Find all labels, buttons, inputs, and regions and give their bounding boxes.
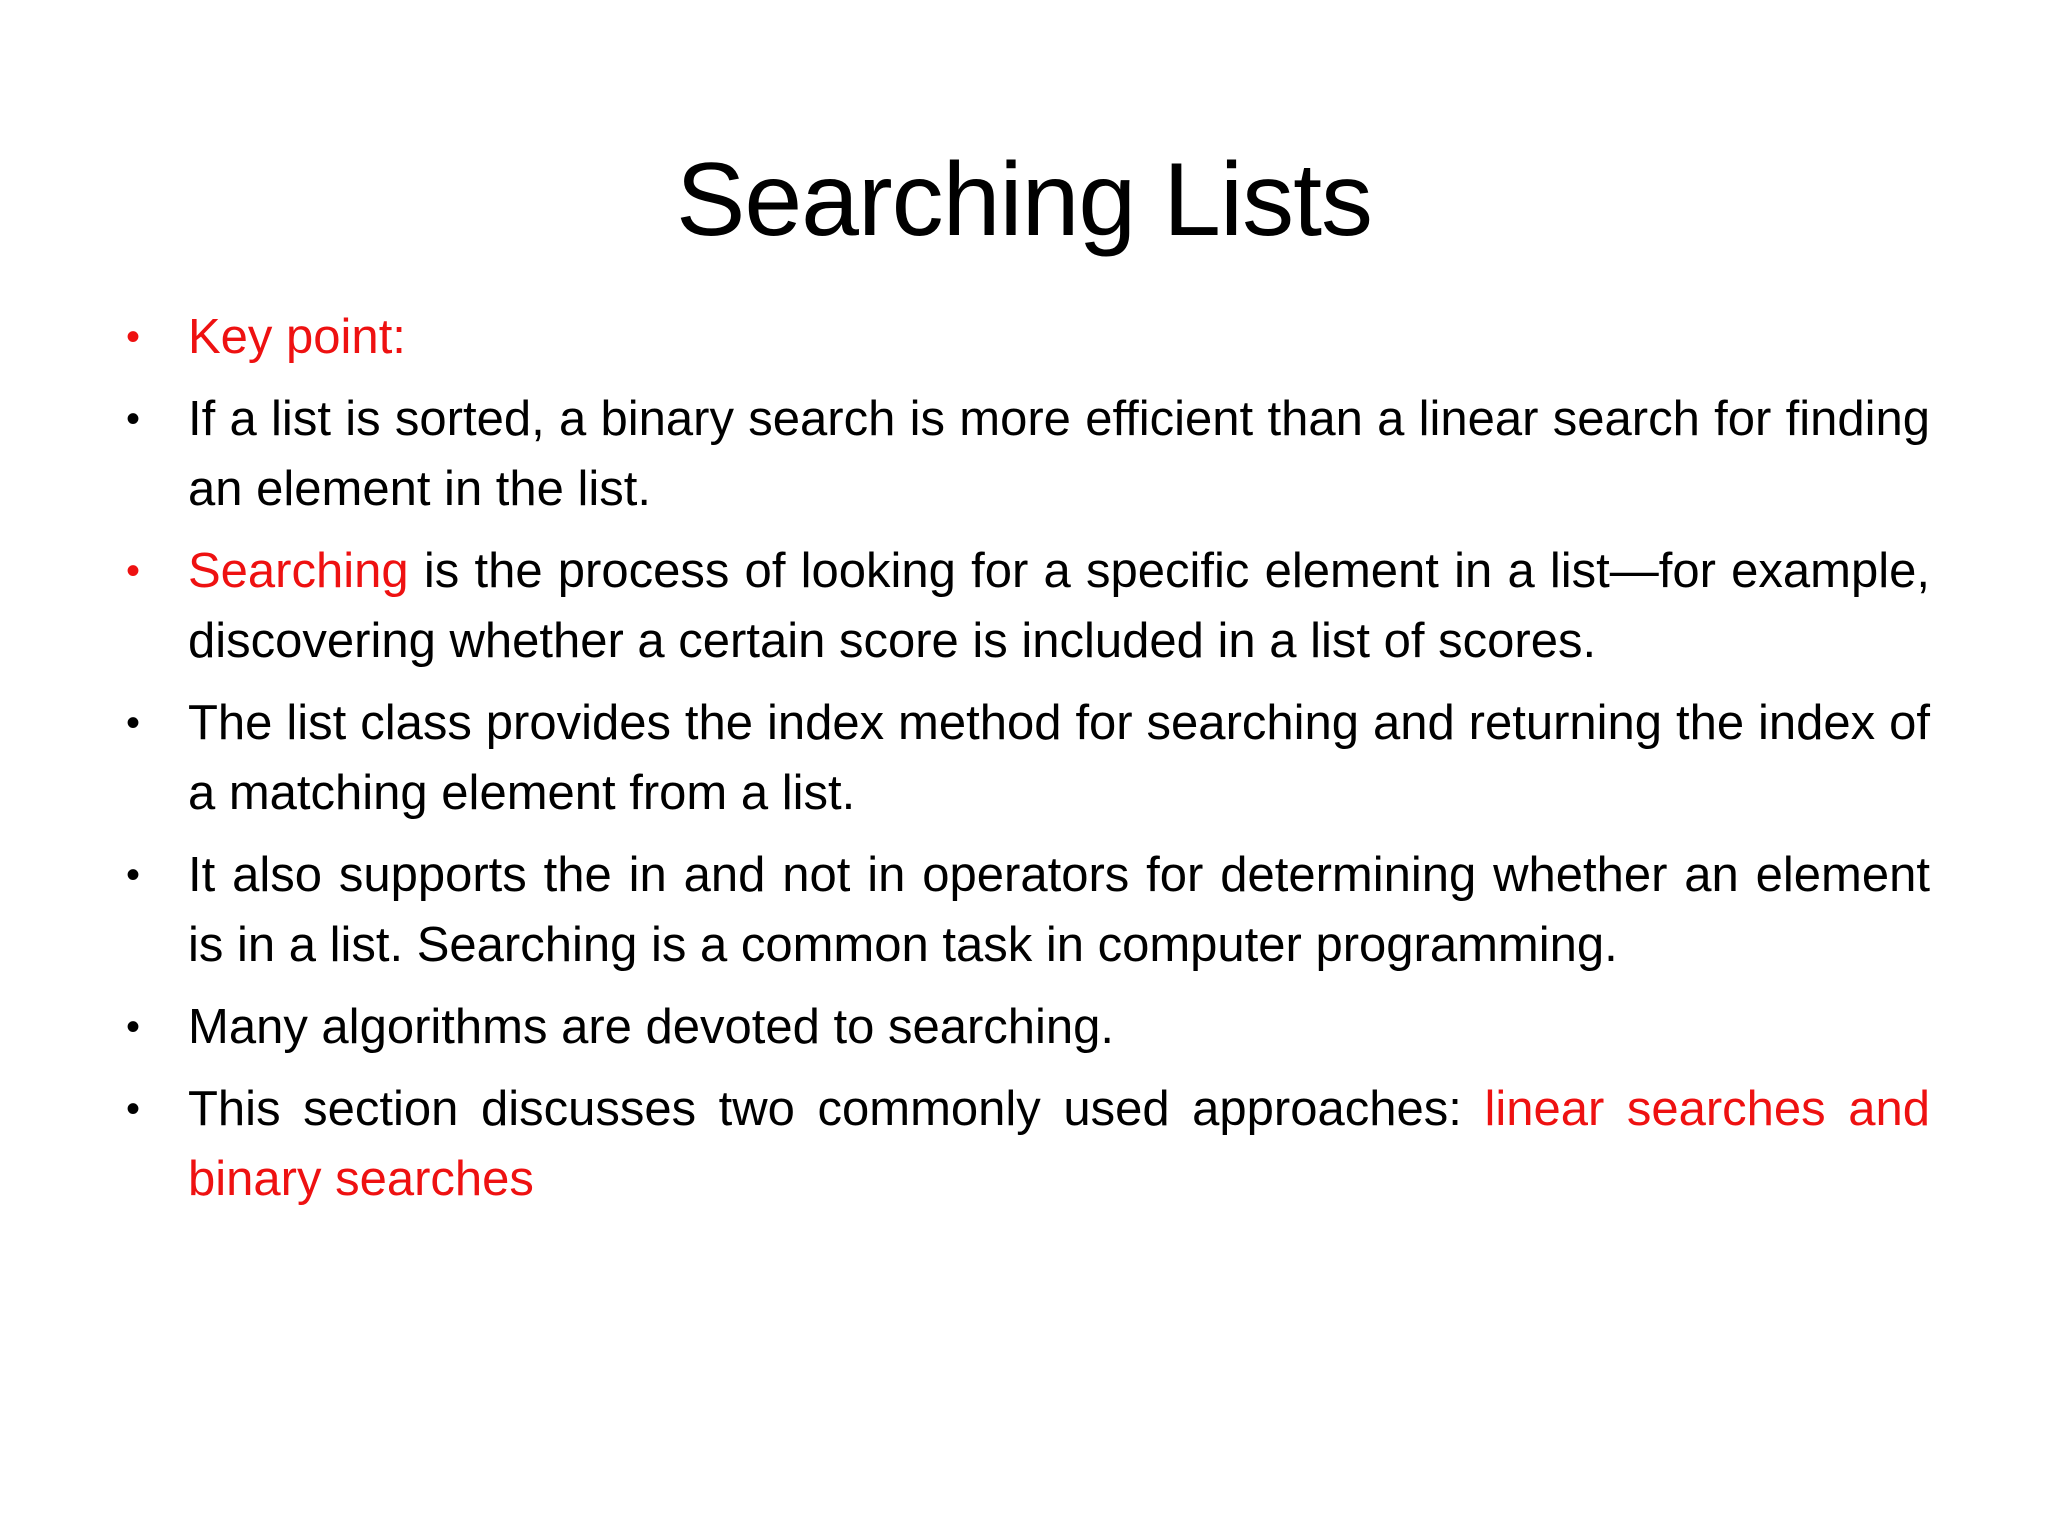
bullet-list xyxy=(118,302,1930,1226)
bullet-dot-icon: • xyxy=(126,549,141,593)
bullet-item xyxy=(118,1074,1930,1214)
bullet-dot-icon: • xyxy=(126,853,141,897)
bullet-item xyxy=(118,992,1930,1062)
bullet-text-highlight: Searching xyxy=(188,544,409,598)
bullet-dot-icon: • xyxy=(126,1005,141,1049)
bullet-text: If a list is sorted, a binary search is more efficient than a linear search for finding an element in the list. xyxy=(188,392,1930,516)
bullet-text: Key point: xyxy=(188,310,406,364)
slide-title: Searching Lists xyxy=(675,142,1373,258)
bullet-item xyxy=(118,536,1930,676)
bullet-dot-icon: • xyxy=(126,397,141,441)
bullet-dot-icon: • xyxy=(126,315,141,359)
bullet-dot-icon: • xyxy=(126,701,141,745)
bullet-text: The list class provides the index method for searching and returning the index of a matching element from a list. xyxy=(188,696,1930,820)
bullet-item xyxy=(118,302,1930,372)
bullet-text: This section discusses two commonly used approaches: xyxy=(188,1082,1485,1136)
bullet-text-highlight: linear searches and binary searches xyxy=(188,1082,1931,1206)
bullet-item xyxy=(118,384,1930,524)
bullet-item xyxy=(118,688,1930,828)
bullet-text: Many algorithms are devoted to searching. xyxy=(188,1000,1115,1054)
bullet-dot-icon: • xyxy=(126,1087,141,1131)
bullet-text: is the process of looking for a specific element in a list—for example, discovering whether a certain score is included in a list of scores. xyxy=(188,544,1930,668)
bullet-item xyxy=(118,840,1930,980)
bullet-text: It also supports the in and not in operators for determining whether an element is in a list. Searching is a common task in computer programming. xyxy=(188,848,1930,972)
